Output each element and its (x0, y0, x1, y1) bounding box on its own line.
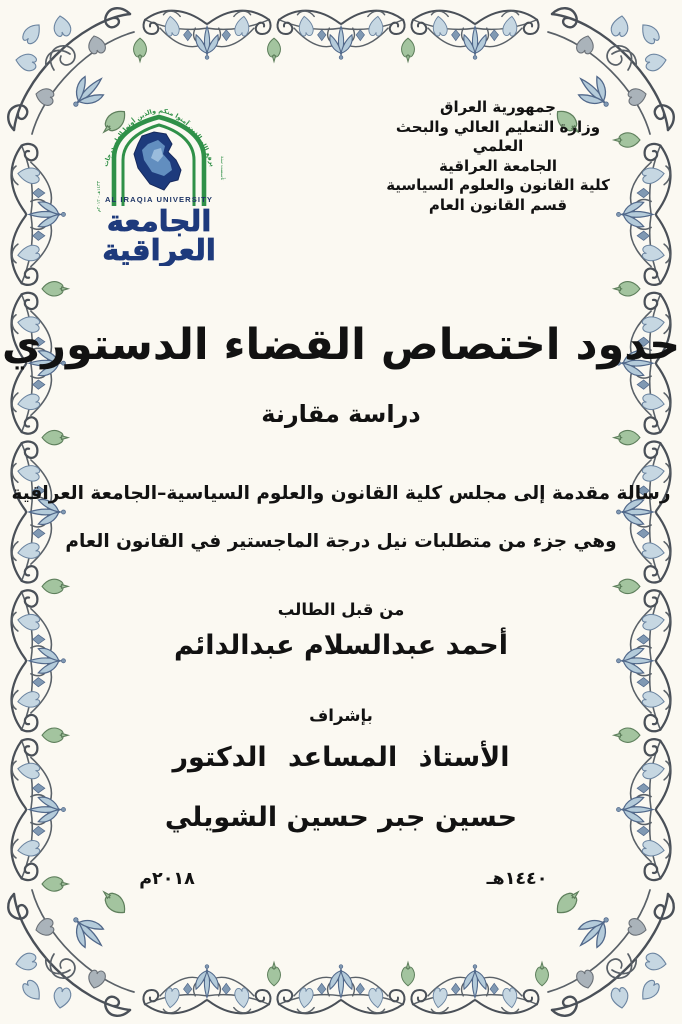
border-edge-segment (143, 962, 280, 1013)
border-edge-segment (277, 962, 414, 1013)
logo-side-text-right: تأسست سنة (219, 156, 224, 181)
border-edge-segment (411, 962, 548, 1013)
thesis-subtitle: دراسة مقارنة (261, 400, 421, 428)
logo-arabic-name-line1: الجامعة (106, 204, 212, 238)
student-label: من قبل الطالب (277, 600, 405, 619)
submission-line-2: وهي جزء من متطلبات نيل درجة الماجستير في القانون العام (65, 531, 617, 552)
date-hijri: ١٤٤٠هـ (486, 869, 548, 889)
supervisor-label: بإشراف (309, 706, 373, 725)
date-gregorian: ٢٠١٨م (139, 869, 195, 889)
header-line-ministry: وزارة التعليم العالي والبحث العلمي (395, 117, 601, 155)
logo-english-name: AL IRAQIA UNIVERSITY (104, 195, 214, 204)
logo-verse-text: يرفع الله الذين آمنوا منكم والذين أوتوا العلم درجات (102, 106, 216, 168)
submission-line-1: رسالة مقدمة إلى مجلس كلية القانون والعلوم السياسية–الجامعة العراقية (11, 483, 671, 504)
header-line-department: قسم القانون العام (428, 195, 568, 214)
border-corner-ornament (548, 886, 674, 1015)
institution-header (372, 98, 624, 215)
border-edge-segment (134, 11, 271, 62)
thesis-title: حدود اختصاص القضاء الدستوري (1, 320, 681, 370)
header-line-university: الجامعة العراقية (438, 156, 558, 175)
logo-arabic-name-line2: العراقية (102, 233, 216, 266)
border-corner-ornament (8, 886, 134, 1015)
header-line-country: جمهورية العراق (440, 98, 556, 116)
student-name: أحمد عبدالسلام عبدالدائم (173, 630, 509, 661)
supervisor-academic-title: الأستاذ المساعد الدكتور (172, 742, 510, 773)
border-edge-segment (402, 11, 539, 62)
submission-statement (0, 470, 682, 566)
border-edge-segment (268, 11, 405, 62)
header-line-college: كلية القانون والعلوم السياسية (386, 176, 610, 194)
iraq-map (134, 132, 181, 190)
border-edge-segment (12, 144, 69, 296)
supervisor-name: حسين جبر حسين الشويلي (164, 802, 518, 833)
logo-side-text-left: ١٤٣٣هـ - ٢٠١٢م (97, 181, 102, 212)
university-logo (84, 94, 234, 266)
